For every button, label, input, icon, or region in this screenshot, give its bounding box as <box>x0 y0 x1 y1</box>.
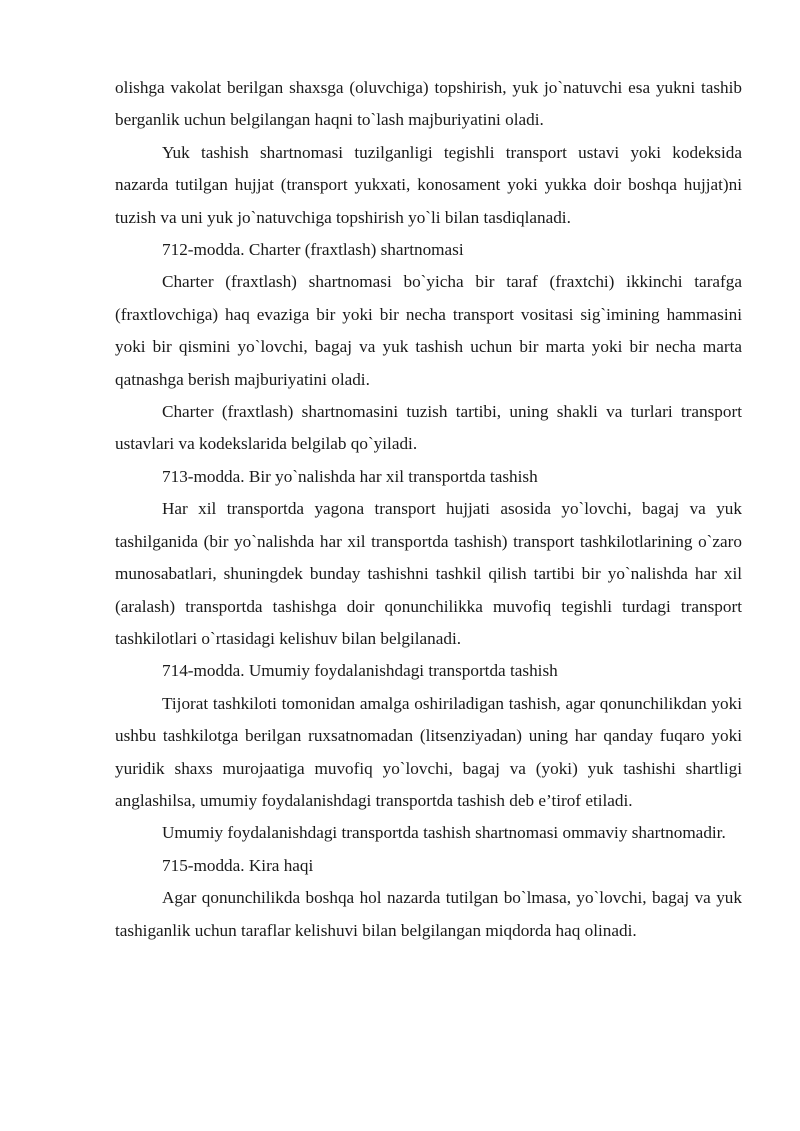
document-page <box>115 72 742 947</box>
article-heading-713: 713-modda. Bir yo`nalishda har xil transportda tashish <box>162 466 538 486</box>
paragraph: Tijorat tashkiloti tomonidan amalga oshiriladigan tashish, agar qonunchilikdan yoki ushbu tashkilotga berilgan ruxsatnomadan (litsenziyadan) uning har qanday fuqaro yoki yuridik shaxs murojaatiga muvofiq yo`lovchi, bagaj va (yoki) yuk tashishi shartligi anglashilsa, umumiy foydalanishdagi transportda tashish deb e’tirof etiladi. <box>115 693 742 810</box>
paragraph: Agar qonunchilikda boshqa hol nazarda tutilgan bo`lmasa, yo`lovchi, bagaj va yuk tashiganlik uchun taraflar kelishuvi bilan belgilangan miqdorda haq olinadi. <box>115 888 742 940</box>
paragraph: Har xil transportda yagona transport hujjati asosida yo`lovchi, bagaj va yuk tashilganida (bir yo`nalishda har xil transportda tashish) transport tashkilotlarining o`zaro munosabatlari, shuningdek bunday tashishni tashkil qilish tartibi bir yo`nalishda har xil (aralash) transportda tashishga doir qonunchilikka muvofiq tegishli turdagi transport tashkilotlari o`rtasidagi kelishuv bilan belgilanadi. <box>115 499 742 648</box>
article-heading-714: 714-modda. Umumiy foydalanishdagi transportda tashish <box>162 661 558 681</box>
article-heading-715: 715-modda. Kira haqi <box>162 855 314 875</box>
paragraph: Umumiy foydalanishdagi transportda tashish shartnomasi ommaviy shartnomadir. <box>162 823 726 843</box>
paragraph: Charter (fraxtlash) shartnomasini tuzish tartibi, uning shakli va turlari transport ustavlari va kodekslarida belgilab qo`yiladi. <box>115 402 742 454</box>
paragraph: Charter (fraxtlash) shartnomasi bo`yicha bir taraf (fraxtchi) ikkinchi tarafga (fraxtlovchiga) haq evaziga bir yoki bir necha transport vositasi sig`imining hammasini yoki bir qismini yo`lovchi, bagaj va yuk tashish uchun bir marta yoki bir necha marta qatnashga berish majburiyatini oladi. <box>115 272 742 389</box>
paragraph: Yuk tashish shartnomasi tuzilganligi tegishli transport ustavi yoki kodeksida nazarda tutilgan hujjat (transport yukxati, konosament yoki yukka doir boshqa hujjat)ni tuzish va uni yuk jo`natuvchiga topshirish yo`li bilan tasdiqlanadi. <box>115 142 742 227</box>
article-heading-712: 712-modda. Charter (fraxtlash) shartnomasi <box>162 240 464 260</box>
paragraph-continuation: olishga vakolat berilgan shaxsga (oluvchiga) topshirish, yuk jo`natuvchi esa yukni tashib berganlik uchun belgilangan haqni to`lash majburiyatini oladi. <box>115 78 742 130</box>
